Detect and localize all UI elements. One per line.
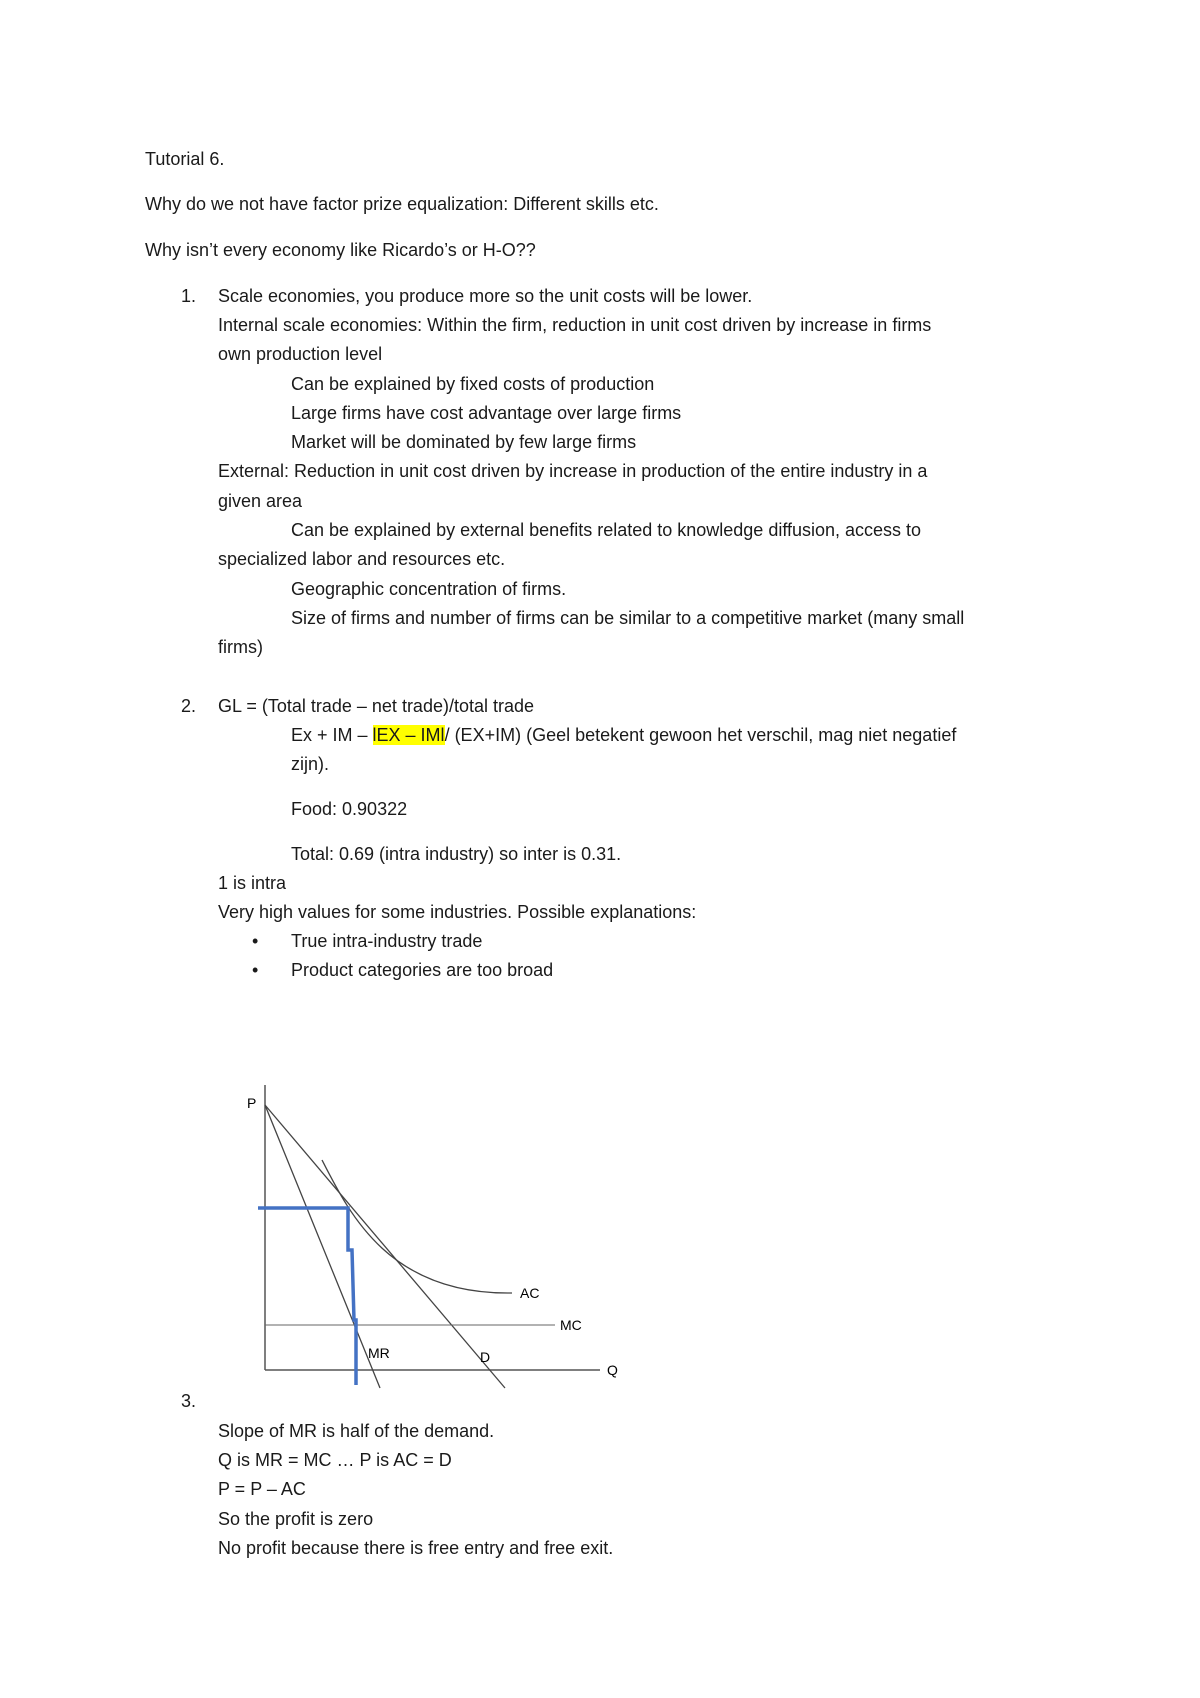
- section-1-line: Market will be dominated by few large firms: [291, 432, 637, 452]
- section-2-line: Very high values for some industries. Possible explanations:: [218, 902, 697, 922]
- factor-question: Why do we not have factor prize equalization: Different skills etc.: [145, 194, 659, 214]
- mr-label: MR: [368, 1345, 390, 1361]
- ricardo-question: Why isn’t every economy like Ricardo’s or H-O??: [145, 240, 536, 260]
- section-3-line: Q is MR = MC … P is AC = D: [218, 1450, 452, 1470]
- section-1-line: External: Reduction in unit cost driven by increase in production of the entire industry in a: [218, 461, 928, 481]
- gl-formula: GL = (Total trade – net trade)/total trade: [218, 696, 535, 716]
- section-1-line: firms): [218, 637, 263, 657]
- section-3-line: Slope of MR is half of the demand.: [218, 1421, 495, 1441]
- section-1-line: given area: [218, 491, 303, 511]
- ac-label: AC: [520, 1285, 540, 1301]
- section-1-line: specialized labor and resources etc.: [218, 549, 506, 569]
- section-2-line: 1 is intra: [218, 873, 287, 893]
- section-3-line: So the profit is zero: [218, 1509, 374, 1529]
- gl-expression-part: / (EX+IM) (Geel betekent gewoon het verschil, mag niet negatief: [444, 725, 957, 745]
- total-value: Total: 0.69 (intra industry) so inter is 0.31.: [291, 844, 622, 864]
- section-1-line: Can be explained by fixed costs of production: [291, 374, 655, 394]
- section-2-line: zijn).: [291, 754, 330, 774]
- d-label: D: [480, 1349, 491, 1365]
- food-value: Food: 0.90322: [291, 799, 408, 819]
- section-1-line: Geographic concentration of firms.: [291, 579, 567, 599]
- section-1-line: own production level: [218, 344, 383, 364]
- section-2-number: 2.: [181, 696, 197, 716]
- section-3-number: 3.: [181, 1391, 197, 1411]
- section-3-line: P = P – AC: [218, 1479, 306, 1499]
- mc-label: MC: [560, 1317, 582, 1333]
- section-1-line: Size of firms and number of firms can be similar to a competitive market (many small: [291, 608, 965, 628]
- section-1-line: Large firms have cost advantage over large firms: [291, 403, 682, 423]
- gl-expression: [291, 723, 956, 747]
- p-axis-label: P: [247, 1095, 257, 1111]
- monopolistic-competition-diagram: [230, 1075, 630, 1395]
- section-1-line: Scale economies, you produce more so the unit costs will be lower.: [218, 286, 753, 306]
- section-1-number: 1.: [181, 286, 197, 306]
- ac-curve: [322, 1160, 512, 1293]
- bullet-icon: •: [252, 931, 259, 951]
- q-axis-label: Q: [607, 1362, 618, 1378]
- price-quantity-marker: [258, 1208, 356, 1385]
- bullet-icon: •: [252, 960, 259, 980]
- doc-title: Tutorial 6.: [145, 149, 225, 169]
- mr-curve: [265, 1105, 380, 1388]
- list-item: True intra-industry trade: [291, 931, 483, 951]
- section-1-line: Can be explained by external benefits related to knowledge diffusion, access to: [291, 520, 922, 540]
- gl-expression-part: Ex + IM –: [291, 725, 373, 745]
- section-3-line: No profit because there is free entry and free exit.: [218, 1538, 614, 1558]
- list-item: Product categories are too broad: [291, 960, 554, 980]
- section-1-line: Internal scale economies: Within the firm, reduction in unit cost driven by increase in firms: [218, 315, 932, 335]
- highlighted-difference: lEX – IMl: [372, 725, 445, 745]
